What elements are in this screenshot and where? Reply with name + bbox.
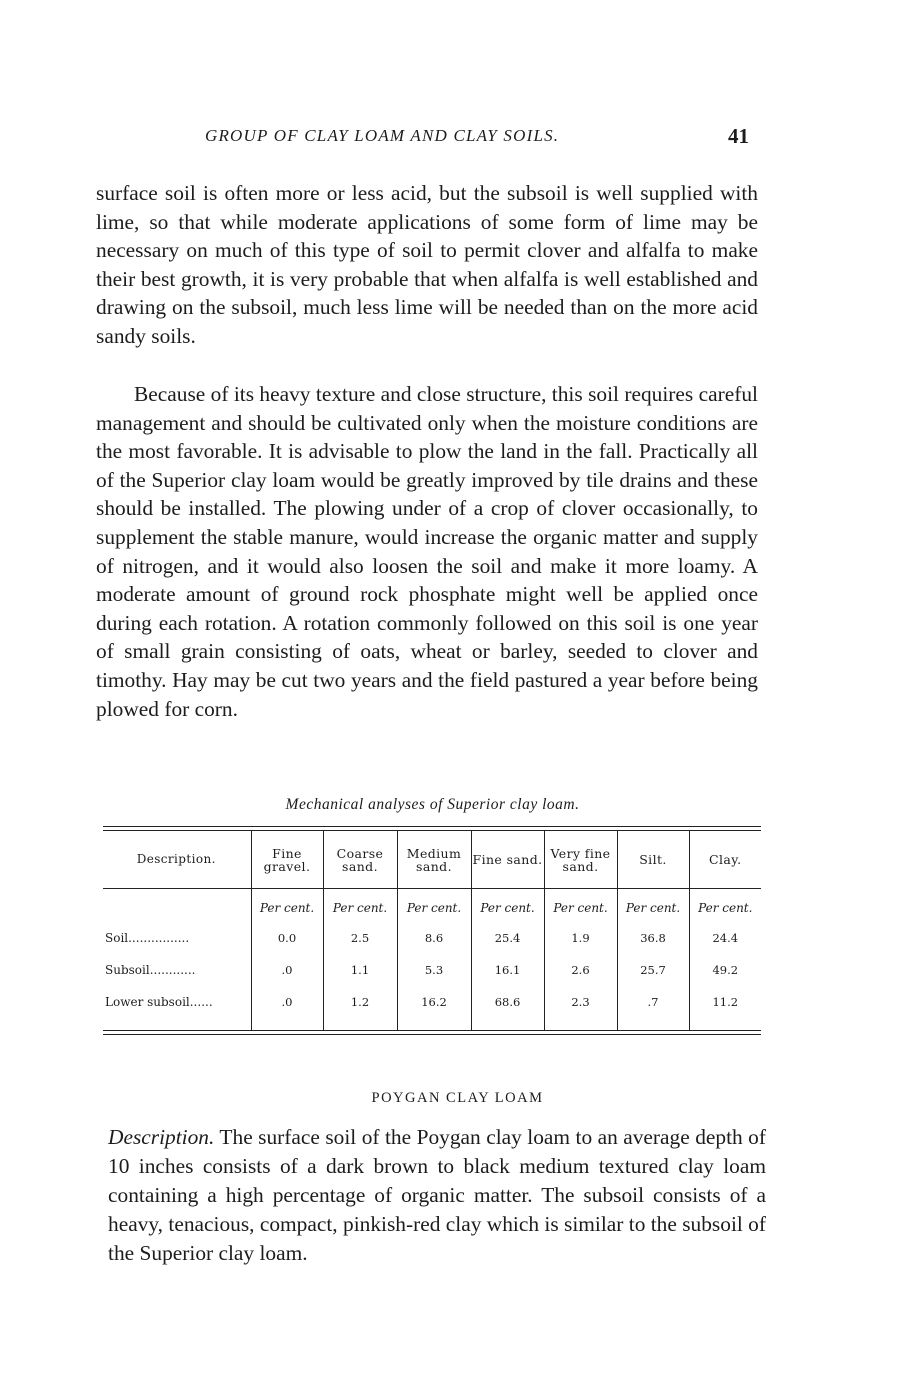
table-cell: 1.2 (323, 986, 397, 1018)
paragraph-continued: surface soil is often more or less acid, but the subsoil is well supplied with lime, so that while moderate applications of some form of lime may be necessary on much of this type of soil to permit clover and alfalfa to make their best growth, it is very probable that when alfalfa is well established and drawing on the subsoil, much less lime will be needed than on the more acid sandy soils. (96, 181, 758, 348)
table-cell: .0 (251, 954, 323, 986)
unit-cell: Per cent. (617, 889, 689, 923)
unit-cell: Per cent. (323, 889, 397, 923)
table-bottom-rule (103, 1030, 761, 1035)
description-text: The surface soil of the Poygan clay loam to an average depth of 10 inches consists of a dark brown to black medium textured clay loam containing a high percentage of organic matter. The subsoil consists of a heavy, tenacious, compact, pinkish-red clay which is similar to the subsoil of the Superior clay loam. (108, 1125, 767, 1265)
mechanical-analysis-table (103, 826, 761, 1035)
table-cell: 68.6 (471, 986, 544, 1018)
description-lead: Description. (108, 1125, 215, 1149)
column-header: Medium sand. (397, 831, 471, 889)
paragraph-management: Because of its heavy texture and close structure, this soil requires careful management and should be cultivated only when the moisture conditions are the most favorable. It is advisable to plow the land in the fall. Practically all of the Superior clay loam would be greatly improved by tile drains and these should be installed. The plowing under of a crop of clover occasionally, to supplement the stable manure, would increase the organic matter and supply of nitrogen, and it would also loosen the soil and make it more loamy. A moderate amount of ground rock phosphate might well be applied once during each rotation. A rotation commonly followed on this soil is one year of small grain consisting of oats, wheat or barley, seeded to clover and timothy. Hay may be cut two years and the field pastured a year before being plowed for corn. (96, 382, 758, 721)
unit-cell: Per cent. (689, 889, 761, 923)
unit-cell: Per cent. (397, 889, 471, 923)
table-cell: 5.3 (397, 954, 471, 986)
units-row (103, 889, 761, 923)
unit-cell (103, 889, 251, 923)
table-header-row (103, 831, 761, 889)
table-cell: 2.6 (544, 954, 617, 986)
table-cell: 8.6 (397, 922, 471, 954)
column-header: Very fine sand. (544, 831, 617, 889)
table-tail-row (103, 1018, 761, 1030)
page-number: 41 (728, 124, 749, 148)
row-label: Lower subsoil...... (105, 995, 213, 1009)
paragraph-description (108, 1123, 766, 1268)
table-cell: 2.5 (323, 922, 397, 954)
unit-cell: Per cent. (251, 889, 323, 923)
column-header: Description. (103, 831, 251, 889)
table-cell: .0 (251, 986, 323, 1018)
column-header: Silt. (617, 831, 689, 889)
column-header: Fine gravel. (251, 831, 323, 889)
row-label: Subsoil............ (105, 963, 196, 977)
row-label: Soil................ (105, 931, 190, 945)
column-header: Fine sand. (471, 831, 544, 889)
table-row (103, 954, 761, 986)
analysis-grid (103, 831, 761, 1030)
table-cell: .7 (617, 986, 689, 1018)
running-head: GROUP OF CLAY LOAM AND CLAY SOILS. (205, 126, 560, 145)
section-title: POYGAN CLAY LOAM (371, 1090, 544, 1106)
column-header: Clay. (689, 831, 761, 889)
table-cell: 2.3 (544, 986, 617, 1018)
unit-cell: Per cent. (544, 889, 617, 923)
column-header: Coarse sand. (323, 831, 397, 889)
table-cell: 16.2 (397, 986, 471, 1018)
table-row (103, 922, 761, 954)
table-cell: 11.2 (689, 986, 761, 1018)
table-cell: 36.8 (617, 922, 689, 954)
table-row (103, 986, 761, 1018)
table-cell: 25.4 (471, 922, 544, 954)
table-cell: 49.2 (689, 954, 761, 986)
table-cell: 16.1 (471, 954, 544, 986)
table-caption: Mechanical analyses of Superior clay loam. (285, 796, 580, 813)
unit-cell: Per cent. (471, 889, 544, 923)
table-cell: 1.9 (544, 922, 617, 954)
table-cell: 0.0 (251, 922, 323, 954)
table-cell: 1.1 (323, 954, 397, 986)
table-cell: 25.7 (617, 954, 689, 986)
table-cell: 24.4 (689, 922, 761, 954)
